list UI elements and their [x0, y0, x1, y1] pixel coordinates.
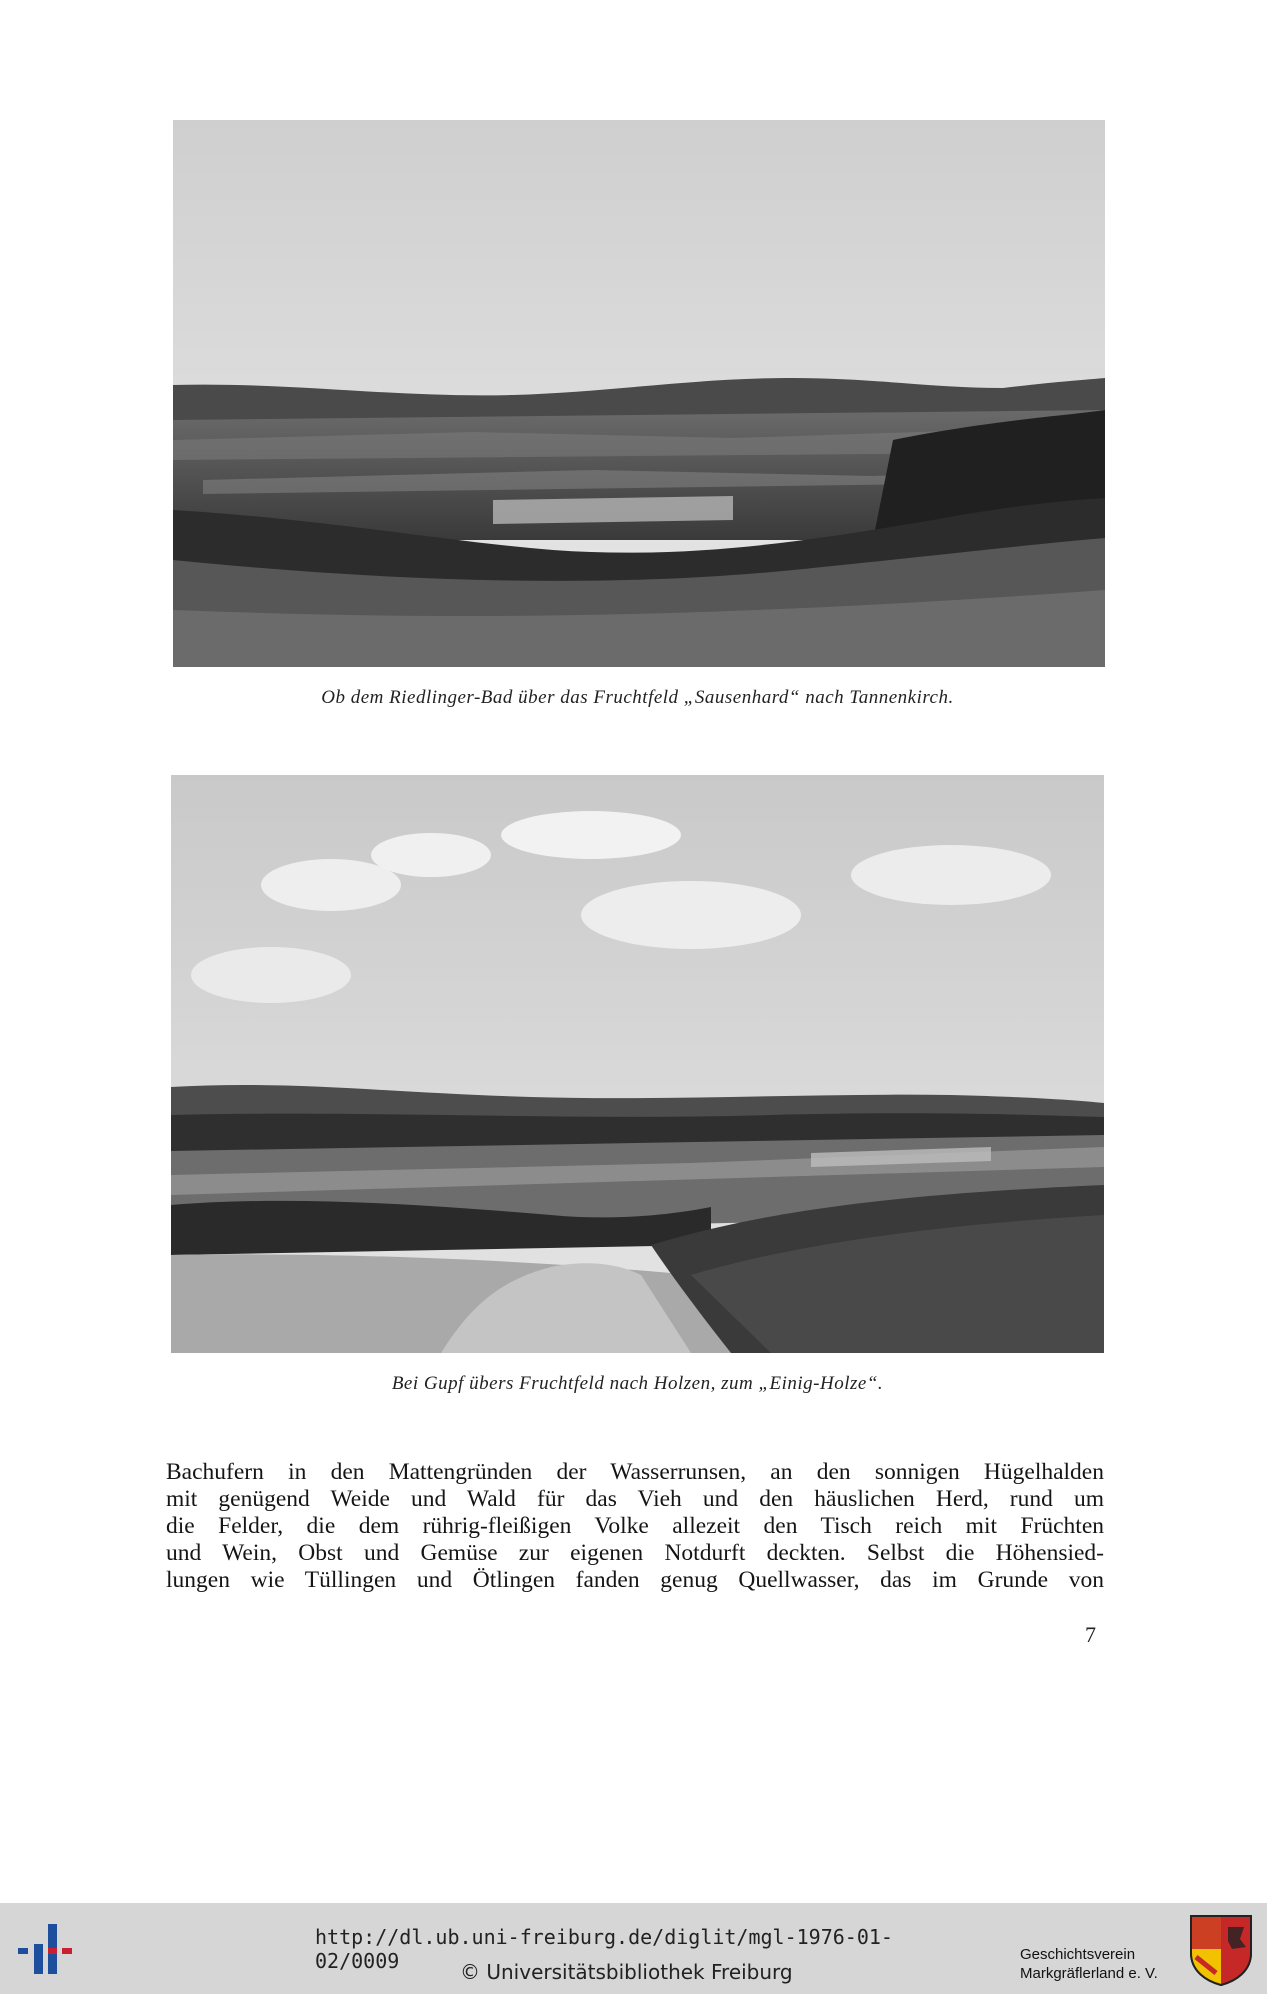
footer-url-link[interactable]: http://dl.ub.uni-freiburg.de/diglit/mgl-1976-01-02/0009 [315, 1925, 893, 1973]
landscape-photo-sausenhard-image [173, 120, 1105, 667]
society-name-line1: Geschichtsverein [1020, 1946, 1136, 1963]
body-line: Bachufern in den Mattengründen der Wasserrunsen, an den sonnigen Hügelhalden [166, 1459, 1104, 1485]
landscape-photo-sausenhard [173, 120, 1105, 667]
society-crest-icon [1188, 1913, 1254, 1987]
body-line: mit genügend Weide und Wald für das Vieh und den häuslichen Herd, rund um [166, 1486, 1104, 1512]
footer-bar [0, 1903, 1267, 1994]
society-name [1020, 1945, 1158, 1983]
landscape-photo-gupf [171, 775, 1104, 1353]
photo-caption-gupf: Bei Gupf übers Fruchtfeld nach Holzen, zum „Einig-Holze“. [391, 1373, 884, 1394]
photo-caption-sausenhard: Ob dem Riedlinger-Bad über das Fruchtfeld „Sausenhard“ nach Tannenkirch. [321, 687, 954, 708]
body-line: lungen wie Tüllingen und Ötlingen fanden genug Quellwasser, das im Grunde von [166, 1567, 1104, 1593]
body-line: und Wein, Obst und Gemüse zur eigenen Notdurft deckten. Selbst die Höhensied- [166, 1540, 1104, 1566]
ub-freiburg-logo-icon [14, 1920, 80, 1980]
landscape-photo-gupf-image [171, 775, 1104, 1353]
society-name-line2: Markgräflerland e. V. [1020, 1965, 1158, 1982]
footer-copyright: © Universitätsbibliothek Freiburg [460, 1960, 793, 1984]
body-paragraph [166, 1459, 1104, 1594]
body-line: die Felder, die dem rührig-fleißigen Volke allezeit den Tisch reich mit Früchten [166, 1513, 1104, 1539]
page-number: 7 [1085, 1622, 1096, 1647]
